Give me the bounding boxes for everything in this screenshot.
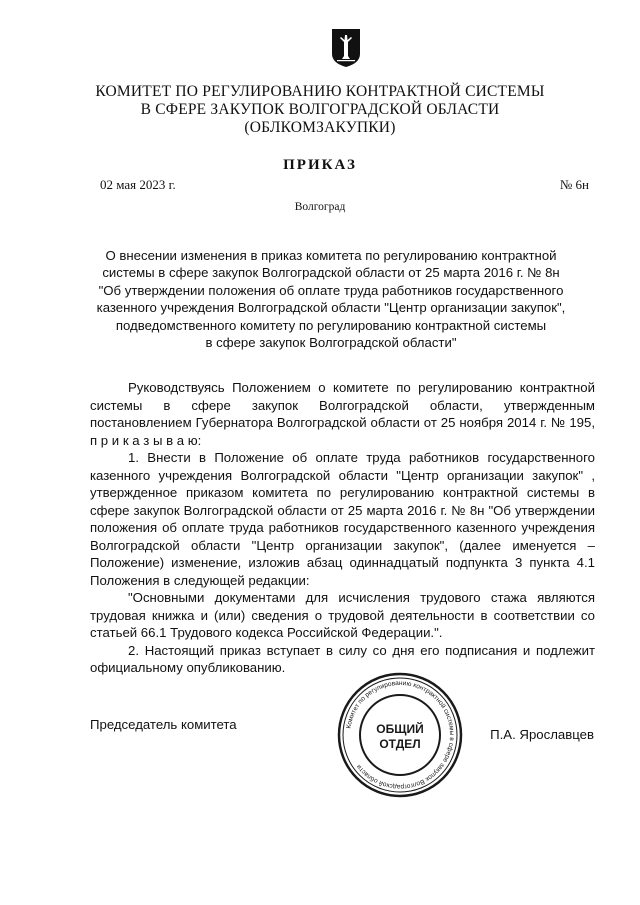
- document-date: 02 мая 2023 г.: [100, 177, 176, 192]
- org-line: КОМИТЕТ ПО РЕГУЛИРОВАНИЮ КОНТРАКТНОЙ СИСТЕМЫ: [95, 83, 545, 100]
- org-line: (ОБЛКОМЗАКУПКИ): [244, 119, 396, 136]
- document-city: Волгоград: [294, 201, 346, 213]
- paragraph-item-1: 1. Внести в Положение об оплате труда работников государственного казенного учреждения Волгоградской области "Центр организации закупок" , утвержденное приказом комитета по регулированию контрактной системы в сфере закупок Волгоградской области от 25 марта 2016 г. № 8н "Об утверждении положения об оплате труда работников государственного казенного учреждения Волгоградской области "Центр организации закупок", (далее именуется – Положение) изменение, изложив абзац одиннадцатый подпункта 3 пункта 4.1 Положения в следующей редакции:: [90, 450, 595, 588]
- document-body: [90, 379, 595, 677]
- stamp-center-line: ОБЩИЙ: [376, 722, 424, 736]
- signatory-title: Председатель комитета: [90, 717, 237, 732]
- volgograd-coat-of-arms-icon: [331, 28, 361, 68]
- paragraph-item-2: 2. Настоящий приказ вступает в силу со дня его подписания и подлежит официальному опубликованию.: [90, 642, 595, 675]
- subject-line: казенного учреждения Волгоградской области "Центр организации закупок",: [96, 300, 566, 316]
- subject-line: подведомственного комитету по регулированию контрактной системы: [115, 317, 547, 333]
- document-type-title: ПРИКАЗ: [283, 157, 357, 173]
- subject-line: системы в сфере закупок Волгоградской области от 25 марта 2016 г. № 8н: [102, 265, 560, 281]
- paragraph-quote: "Основными документами для исчисления трудового стажа являются трудовая книжка и (или) сведения о трудовой деятельности в соответствии со статьей 66.1 Трудового кодекса Российской Федерации.".: [90, 590, 595, 640]
- stamp-ring-text: Комитет по регулированию контрактной системы в сфере закупок Волгоградской области: [345, 679, 456, 791]
- org-line: В СФЕРЕ ЗАКУПОК ВОЛГОГРАДСКОЙ ОБЛАСТИ: [140, 101, 500, 118]
- stamp-seal: [336, 671, 464, 799]
- document-subject: [86, 247, 576, 351]
- signatory-name: П.А. Ярославцев: [490, 727, 594, 742]
- organization-name: [80, 83, 560, 137]
- document-number: № 6н: [559, 177, 589, 192]
- subject-line: О внесении изменения в приказ комитета по регулированию контрактной: [105, 248, 557, 263]
- subject-line: "Об утверждении положения об оплате труда работников государственного: [98, 282, 564, 298]
- subject-line: в сфере закупок Волгоградской области": [205, 335, 457, 351]
- paragraph-preamble: Руководствуясь Положением о комитете по регулированию контрактной системы в сфере закупок Волгоградской области, утвержденным постановлением Губернатора Волгоградской области от 25 ноября 2014 г. № 195, п р и к а з ы в а ю:: [90, 380, 595, 448]
- stamp-center-line: ОТДЕЛ: [379, 737, 421, 751]
